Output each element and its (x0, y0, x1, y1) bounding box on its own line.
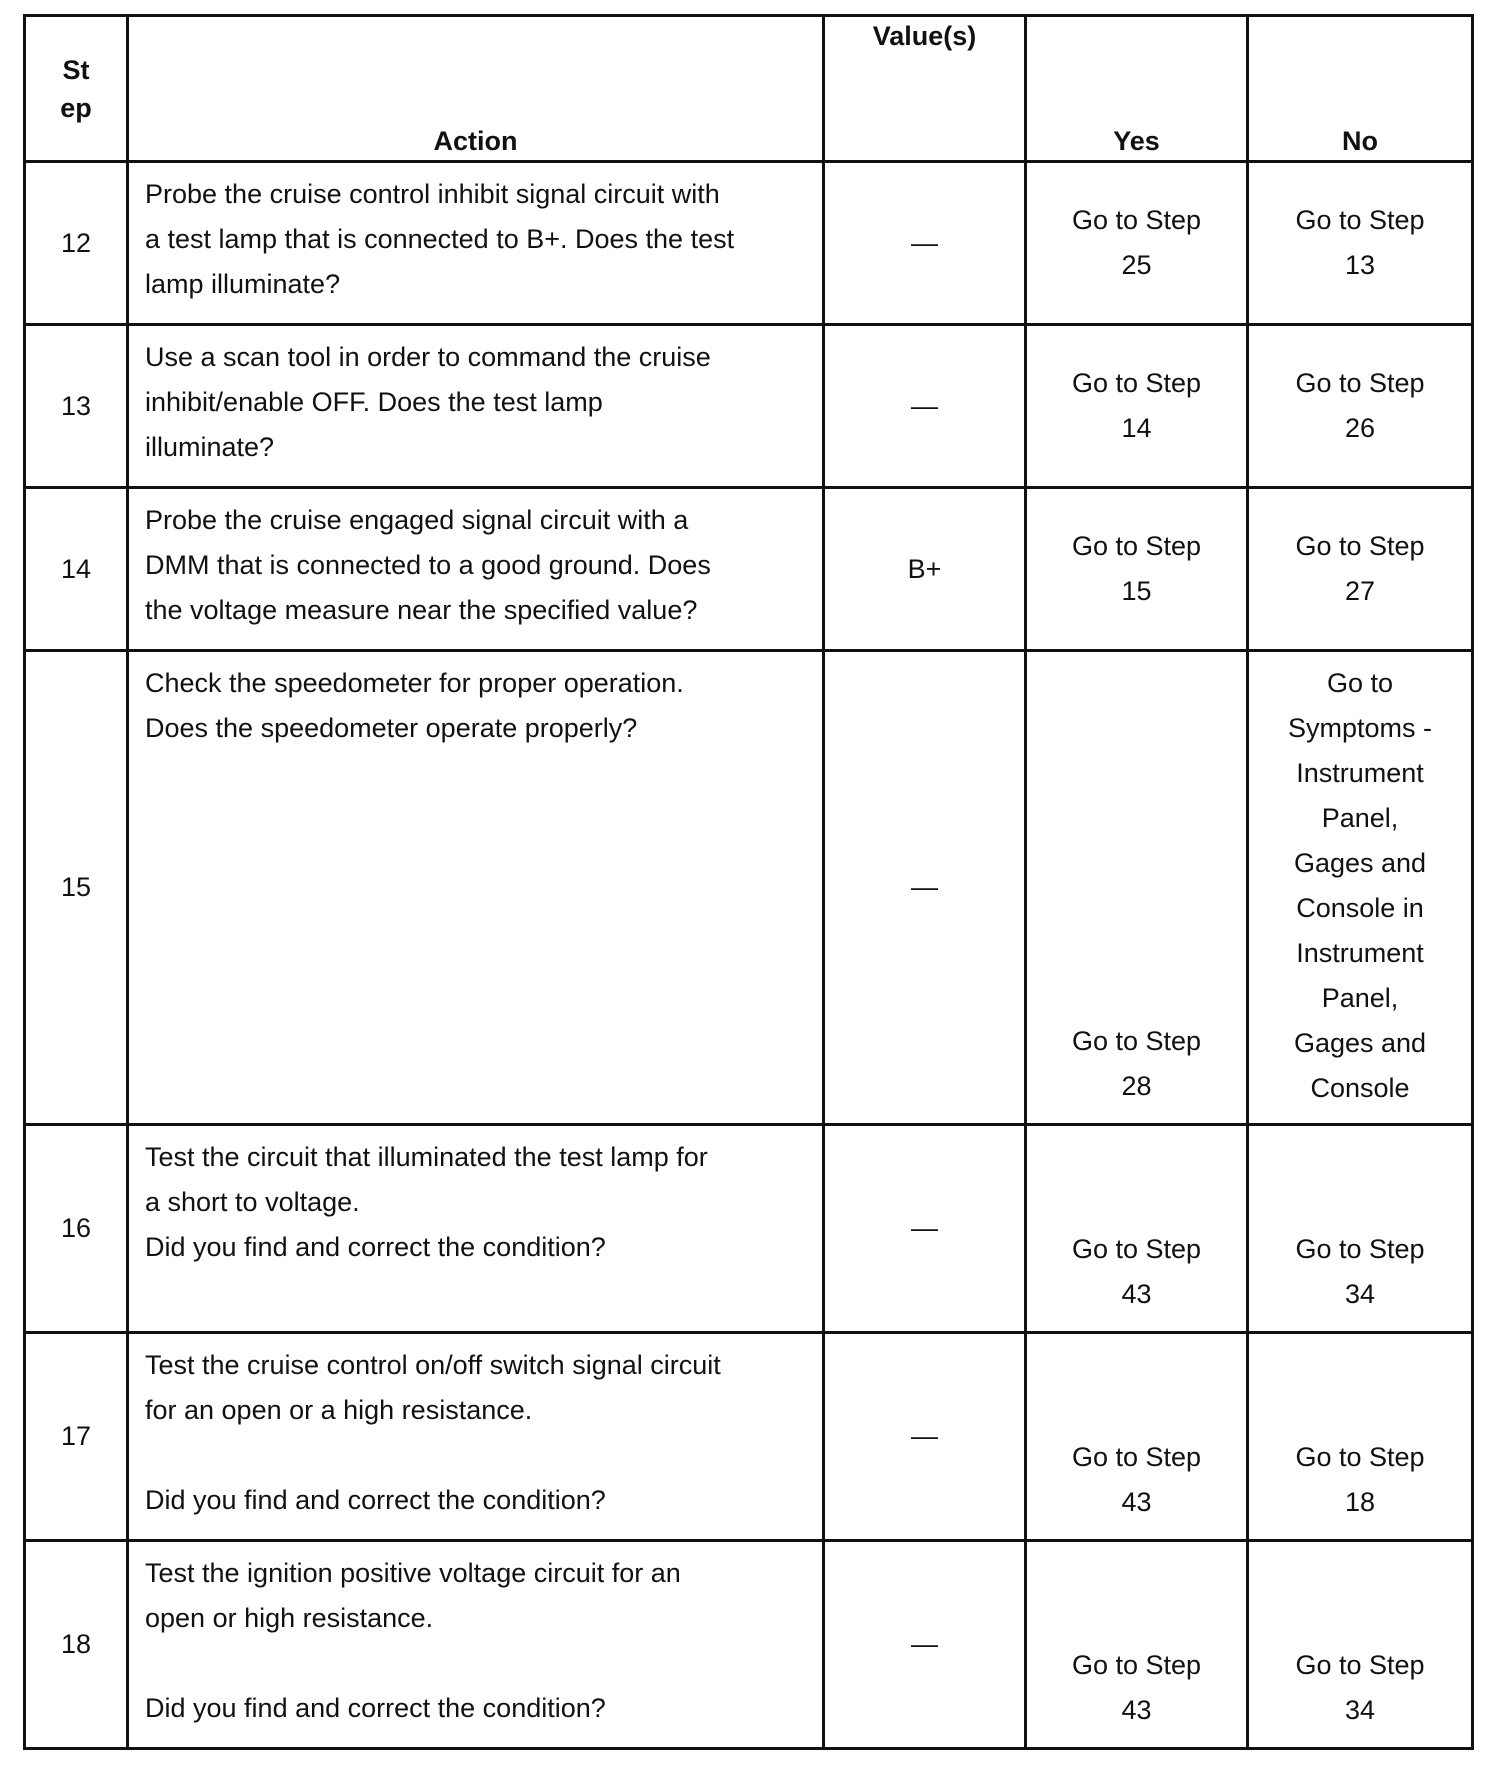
no-cell (1248, 325, 1473, 488)
action-line: open or high resistance. (145, 1603, 434, 1633)
no-line: Panel, (1321, 983, 1399, 1013)
header-yes: Yes (1026, 16, 1248, 162)
diagnostic-table (23, 14, 1474, 1750)
step-cell: 16 (25, 1125, 128, 1333)
yes-line: 43 (1121, 1487, 1152, 1517)
yes-cell (1026, 1541, 1248, 1749)
no-line: Go to Step (1295, 1234, 1425, 1264)
step-cell: 13 (25, 325, 128, 488)
action-line: a test lamp that is connected to B+. Does the test (145, 224, 735, 254)
header-action: Action (128, 16, 824, 162)
no-cell (1248, 162, 1473, 325)
no-line: 34 (1344, 1279, 1376, 1309)
action-line: Did you find and correct the condition? (145, 1693, 606, 1723)
action-cell (128, 325, 824, 488)
yes-line: Go to Step (1071, 531, 1202, 561)
header-step: Step (25, 16, 128, 162)
yes-line: Go to Step (1071, 1650, 1202, 1680)
step-cell: 15 (25, 651, 128, 1125)
action-cell (128, 1541, 824, 1749)
value-cell: — (824, 162, 1026, 325)
step-cell: 18 (25, 1541, 128, 1749)
no-line: Go to Step (1295, 368, 1425, 398)
no-cell (1248, 651, 1473, 1125)
value-cell: — (824, 1125, 1026, 1333)
yes-line: Go to Step (1071, 1442, 1202, 1472)
no-line: Gages and (1293, 848, 1427, 878)
table-row (25, 488, 1473, 651)
yes-line: 25 (1121, 250, 1152, 280)
yes-line: Go to Step (1071, 368, 1202, 398)
no-cell (1248, 1125, 1473, 1333)
no-cell (1248, 488, 1473, 651)
action-line: Test the cruise control on/off switch signal circuit (145, 1350, 721, 1380)
action-line: lamp illuminate? (145, 269, 341, 299)
step-cell: 14 (25, 488, 128, 651)
action-cell (128, 1125, 824, 1333)
table-row (25, 1541, 1473, 1749)
yes-line: 43 (1121, 1279, 1152, 1309)
value-cell: — (824, 1333, 1026, 1541)
action-line: for an open or a high resistance. (145, 1395, 533, 1425)
step-cell: 12 (25, 162, 128, 325)
table-row (25, 325, 1473, 488)
yes-line: 43 (1121, 1695, 1152, 1725)
no-cell (1248, 1541, 1473, 1749)
table-row (25, 1333, 1473, 1541)
action-cell (128, 1333, 824, 1541)
table-row (25, 651, 1473, 1125)
action-line: Did you find and correct the condition? (145, 1232, 606, 1262)
action-line: Test the ignition positive voltage circuit for an (145, 1558, 681, 1588)
value-cell: B+ (824, 488, 1026, 651)
no-line: Go to Step (1295, 1650, 1425, 1680)
no-line: Gages and (1293, 1028, 1427, 1058)
yes-line: Go to Step (1071, 1234, 1202, 1264)
no-line: Instrument (1296, 938, 1424, 968)
action-line (145, 1641, 806, 1686)
action-line: Probe the cruise engaged signal circuit with a (145, 505, 689, 535)
action-cell (128, 488, 824, 651)
no-line: 18 (1344, 1487, 1376, 1517)
action-line: the voltage measure near the specified value? (145, 595, 698, 625)
value-cell: — (824, 651, 1026, 1125)
action-line: Use a scan tool in order to command the cruise (145, 342, 711, 372)
yes-cell (1026, 651, 1248, 1125)
no-line: Symptoms - (1287, 713, 1433, 743)
table-row (25, 162, 1473, 325)
no-line: 13 (1344, 250, 1376, 280)
header-value: Value(s) (824, 16, 1026, 162)
action-line: Probe the cruise control inhibit signal circuit with (145, 179, 720, 209)
table-body (25, 162, 1473, 1749)
yes-cell (1026, 488, 1248, 651)
yes-line: 14 (1121, 413, 1152, 443)
action-line: illuminate? (145, 432, 275, 462)
no-line: Go to Step (1295, 531, 1425, 561)
action-cell (128, 651, 824, 1125)
action-line: DMM that is connected to a good ground. Does (145, 550, 711, 580)
value-cell: — (824, 1541, 1026, 1749)
header-row (25, 16, 1473, 162)
no-line: 26 (1344, 413, 1376, 443)
step-cell: 17 (25, 1333, 128, 1541)
yes-cell (1026, 162, 1248, 325)
no-line: Go to Step (1295, 1442, 1425, 1472)
header-no: No (1248, 16, 1473, 162)
value-cell: — (824, 325, 1026, 488)
yes-cell (1026, 325, 1248, 488)
no-line: Go to Step (1295, 205, 1425, 235)
action-line (145, 1433, 806, 1478)
no-line: Panel, (1321, 803, 1399, 833)
yes-cell (1026, 1125, 1248, 1333)
action-line: a short to voltage. (145, 1187, 360, 1217)
yes-cell (1026, 1333, 1248, 1541)
no-line: Console (1310, 1073, 1410, 1103)
action-line: Did you find and correct the condition? (145, 1485, 606, 1515)
table-row (25, 1125, 1473, 1333)
yes-line: 28 (1121, 1071, 1152, 1101)
no-line: Go to (1326, 668, 1394, 698)
no-line: Instrument (1296, 758, 1424, 788)
no-cell (1248, 1333, 1473, 1541)
no-line: Console in (1296, 893, 1424, 923)
yes-line: 15 (1121, 576, 1152, 606)
action-cell (128, 162, 824, 325)
action-line: Does the speedometer operate properly? (145, 713, 638, 743)
yes-line: Go to Step (1071, 205, 1202, 235)
action-line: Check the speedometer for proper operation. (145, 668, 684, 698)
no-line: 27 (1344, 576, 1376, 606)
yes-line: Go to Step (1071, 1026, 1202, 1056)
no-line: 34 (1344, 1695, 1376, 1725)
action-line: Test the circuit that illuminated the test lamp for (145, 1142, 708, 1172)
action-line: inhibit/enable OFF. Does the test lamp (145, 387, 603, 417)
